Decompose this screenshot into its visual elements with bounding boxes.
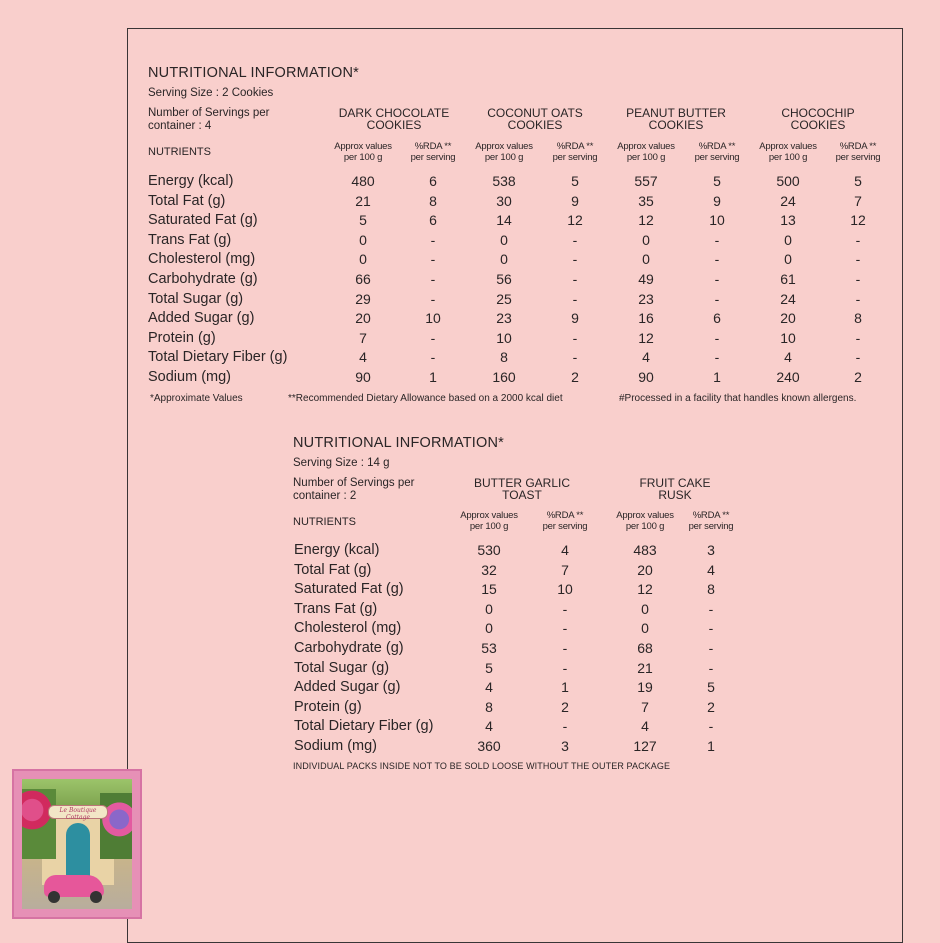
rda-value-cell: -: [714, 329, 720, 346]
rda-header: %RDA **: [698, 141, 736, 152]
approx-values-header: per 100 g: [469, 521, 509, 532]
approx-value-cell: 0: [642, 251, 650, 268]
approx-values-header: per 100 g: [768, 152, 808, 163]
rda-value-cell: -: [430, 349, 436, 366]
flowers-right: [100, 793, 132, 859]
nutrient-label: Trans Fat (g): [294, 600, 378, 617]
product-name: TOAST: [502, 488, 542, 502]
approx-value-cell: 24: [780, 290, 796, 307]
approx-value-cell: 7: [641, 698, 649, 715]
rda-value-cell: 5: [854, 173, 862, 189]
rda-header: %RDA **: [692, 510, 730, 521]
approx-value-cell: 0: [641, 600, 649, 617]
product-name: BUTTER GARLIC: [473, 476, 570, 490]
approx-value-cell: 49: [638, 271, 654, 287]
product-name: RUSK: [658, 488, 692, 502]
approx-values-header: Approx values: [759, 141, 817, 152]
approx-value-cell: 24: [780, 192, 796, 209]
approx-value-cell: 530: [477, 542, 501, 558]
scooter-wheel-front: [48, 891, 60, 903]
rda-value-cell: 1: [561, 679, 569, 696]
scooter-wheel-rear: [90, 891, 102, 903]
approx-value-cell: 53: [481, 640, 497, 656]
product-name: CHOCOCHIP: [781, 106, 855, 120]
rda-header: per serving: [542, 521, 588, 532]
footnote-approximate: *Approximate Values: [150, 393, 243, 404]
approx-value-cell: 10: [780, 329, 796, 346]
approx-value-cell: 20: [355, 310, 371, 327]
rda-value-cell: 1: [707, 738, 715, 754]
rda-value-cell: -: [572, 329, 578, 346]
rda-value-cell: 1: [713, 369, 721, 385]
approx-value-cell: 0: [500, 231, 508, 248]
approx-value-cell: 557: [634, 173, 658, 189]
approx-value-cell: 4: [784, 349, 792, 366]
approx-value-cell: 538: [492, 173, 516, 189]
product-name: FRUIT CAKE: [639, 476, 711, 490]
nutrient-label: Total Dietary Fiber (g): [148, 349, 288, 366]
rda-value-cell: 3: [707, 542, 715, 558]
rda-header: %RDA **: [546, 510, 584, 521]
rda-value-cell: 8: [707, 581, 715, 598]
approx-value-cell: 8: [485, 698, 493, 715]
product-name: PEANUT BUTTER: [626, 106, 726, 120]
approx-value-cell: 0: [641, 620, 649, 637]
package-banner-text: Le Boutique Cottage: [59, 807, 97, 821]
approx-value-cell: 360: [477, 738, 501, 754]
table1-nutrients-label: NUTRIENTS: [148, 146, 211, 158]
approx-values-header: Approx values: [334, 141, 392, 152]
rda-value-cell: 10: [557, 581, 573, 598]
approx-value-cell: 0: [784, 231, 792, 248]
approx-value-cell: 0: [485, 620, 493, 637]
footnote-rda: **Recommended Dietary Allowance based on a 2000 kcal diet: [288, 393, 563, 404]
nutrient-label: Trans Fat (g): [148, 231, 232, 248]
rda-value-cell: -: [708, 620, 714, 637]
rda-value-cell: 5: [713, 173, 721, 189]
approx-value-cell: 90: [638, 369, 654, 385]
product-name: DARK CHOCOLATE: [338, 106, 450, 120]
table1-servings-per-container-1: Number of Servings per: [148, 107, 270, 119]
rda-header: per serving: [835, 152, 881, 163]
rda-value-cell: -: [708, 640, 714, 656]
rda-value-cell: 2: [561, 698, 569, 715]
rda-value-cell: 8: [854, 310, 862, 327]
product-name: COOKIES: [648, 118, 704, 132]
rda-header: per serving: [410, 152, 456, 163]
approx-values-header: Approx values: [617, 141, 675, 152]
approx-values-header: Approx values: [475, 141, 533, 152]
nutrient-label: Energy (kcal): [148, 173, 234, 189]
rda-header: %RDA **: [556, 141, 594, 152]
rda-value-cell: -: [714, 290, 720, 307]
rda-value-cell: 6: [429, 173, 437, 189]
nutrient-label: Carbohydrate (g): [294, 640, 404, 656]
approx-value-cell: 29: [355, 290, 371, 307]
table2-serving-size: Serving Size : 14 g: [293, 457, 390, 469]
rda-value-cell: -: [430, 329, 436, 346]
rda-value-cell: -: [430, 271, 436, 287]
approx-value-cell: 0: [642, 231, 650, 248]
approx-value-cell: 5: [485, 659, 493, 676]
approx-values-header: per 100 g: [625, 521, 665, 532]
approx-value-cell: 10: [496, 329, 512, 346]
product-name: COOKIES: [366, 118, 422, 132]
nutrient-label: Total Sugar (g): [148, 290, 244, 307]
rda-value-cell: 6: [429, 212, 437, 229]
table1-serving-size: Serving Size : 2 Cookies: [148, 87, 274, 99]
nutrient-label: Total Fat (g): [148, 192, 226, 209]
approx-value-cell: 5: [359, 212, 367, 229]
nutrient-label: Total Sugar (g): [294, 659, 390, 676]
footnote-allergen: #Processed in a facility that handles known allergens.: [619, 393, 857, 404]
rda-value-cell: -: [708, 718, 714, 735]
approx-value-cell: 0: [359, 231, 367, 248]
rda-value-cell: 9: [571, 192, 579, 209]
approx-value-cell: 4: [359, 349, 367, 366]
approx-values-header: Approx values: [616, 510, 674, 521]
approx-value-cell: 68: [637, 640, 653, 656]
approx-value-cell: 0: [359, 251, 367, 268]
rda-value-cell: -: [562, 659, 568, 676]
package-artwork: [22, 779, 132, 909]
approx-value-cell: 23: [638, 290, 654, 307]
approx-value-cell: 127: [633, 738, 657, 754]
approx-value-cell: 480: [351, 173, 375, 189]
rda-value-cell: 12: [850, 212, 866, 229]
rda-value-cell: -: [562, 600, 568, 617]
rda-value-cell: -: [714, 349, 720, 366]
approx-value-cell: 14: [496, 212, 512, 229]
approx-value-cell: 15: [481, 581, 497, 598]
approx-value-cell: 90: [355, 369, 371, 385]
nutrient-label: Added Sugar (g): [294, 679, 401, 696]
approx-value-cell: 0: [784, 251, 792, 268]
rda-value-cell: 7: [561, 561, 569, 578]
rda-value-cell: -: [708, 659, 714, 676]
nutrient-label: Protein (g): [294, 698, 362, 715]
flowers-left: [22, 789, 56, 859]
approx-value-cell: 32: [481, 561, 497, 578]
table1-servings-per-container-2: container : 4: [148, 120, 212, 132]
approx-value-cell: 12: [638, 212, 654, 229]
table2-servings-per-container-1: Number of Servings per: [293, 477, 415, 489]
rda-value-cell: -: [572, 251, 578, 268]
rda-value-cell: -: [855, 329, 861, 346]
nutrient-label: Cholesterol (mg): [294, 620, 402, 637]
rda-value-cell: -: [430, 251, 436, 268]
approx-value-cell: 4: [485, 718, 493, 735]
rda-header: per serving: [552, 152, 598, 163]
approx-value-cell: 7: [359, 329, 367, 346]
rda-value-cell: 2: [707, 698, 715, 715]
nutrient-label: Energy (kcal): [294, 542, 380, 558]
rda-value-cell: 4: [707, 561, 715, 578]
cottage-door: [66, 823, 90, 877]
approx-value-cell: 35: [638, 192, 654, 209]
package-banner: [48, 805, 108, 819]
nutrient-label: Protein (g): [148, 329, 216, 346]
nutrient-label: Cholesterol (mg): [148, 251, 256, 268]
nutrient-label: Carbohydrate (g): [148, 271, 258, 287]
approx-values-header: per 100 g: [484, 152, 524, 163]
nutrient-label: Saturated Fat (g): [294, 581, 404, 598]
approx-value-cell: 500: [776, 173, 800, 189]
approx-value-cell: 30: [496, 192, 512, 209]
rda-value-cell: 1: [429, 369, 437, 385]
approx-value-cell: 20: [637, 561, 653, 578]
rda-value-cell: 3: [561, 738, 569, 754]
rda-value-cell: 10: [425, 310, 441, 327]
rda-value-cell: 2: [854, 369, 862, 385]
rda-value-cell: 7: [854, 192, 862, 209]
rda-value-cell: 9: [571, 310, 579, 327]
table1-title: NUTRITIONAL INFORMATION*: [148, 65, 360, 81]
approx-value-cell: 0: [500, 251, 508, 268]
nutrient-label: Saturated Fat (g): [148, 212, 258, 229]
approx-value-cell: 12: [637, 581, 653, 598]
approx-value-cell: 23: [496, 310, 512, 327]
rda-value-cell: 6: [713, 310, 721, 327]
rda-value-cell: -: [430, 231, 436, 248]
rda-value-cell: -: [572, 231, 578, 248]
rda-value-cell: -: [572, 349, 578, 366]
rda-value-cell: 10: [709, 212, 725, 229]
rda-value-cell: -: [855, 251, 861, 268]
rda-value-cell: -: [562, 620, 568, 637]
rda-value-cell: -: [855, 290, 861, 307]
rda-value-cell: 8: [429, 192, 437, 209]
rda-value-cell: -: [855, 349, 861, 366]
nutrient-label: Sodium (mg): [148, 369, 231, 385]
rda-value-cell: -: [562, 718, 568, 735]
rda-value-cell: -: [708, 600, 714, 617]
product-name: COCONUT OATS: [487, 106, 583, 120]
rda-value-cell: -: [714, 271, 720, 287]
approx-value-cell: 20: [780, 310, 796, 327]
rda-value-cell: 4: [561, 542, 569, 558]
rda-value-cell: -: [714, 231, 720, 248]
product-name: COOKIES: [790, 118, 846, 132]
approx-value-cell: 25: [496, 290, 512, 307]
rda-value-cell: 2: [571, 369, 579, 385]
approx-value-cell: 21: [637, 659, 653, 676]
rda-value-cell: -: [572, 271, 578, 287]
rda-value-cell: 12: [567, 212, 583, 229]
approx-value-cell: 4: [642, 349, 650, 366]
table2-servings-per-container-2: container : 2: [293, 490, 357, 502]
approx-value-cell: 0: [485, 600, 493, 617]
footnote-individual-packs: INDIVIDUAL PACKS INSIDE NOT TO BE SOLD LOOSE WITHOUT THE OUTER PACKAGE: [293, 761, 671, 771]
approx-value-cell: 8: [500, 349, 508, 366]
approx-value-cell: 21: [355, 192, 371, 209]
approx-value-cell: 483: [633, 542, 657, 558]
rda-value-cell: -: [430, 290, 436, 307]
nutrient-label: Sodium (mg): [294, 738, 377, 754]
package-thumbnail: [12, 769, 142, 919]
approx-values-header: per 100 g: [626, 152, 666, 163]
rda-header: per serving: [688, 521, 734, 532]
table2-title: NUTRITIONAL INFORMATION*: [293, 435, 505, 451]
rda-value-cell: 9: [713, 192, 721, 209]
rda-value-cell: -: [855, 271, 861, 287]
rda-value-cell: -: [855, 231, 861, 248]
approx-values-header: Approx values: [460, 510, 518, 521]
approx-value-cell: 16: [638, 310, 654, 327]
approx-value-cell: 19: [637, 679, 653, 696]
approx-values-header: per 100 g: [343, 152, 383, 163]
approx-value-cell: 56: [496, 271, 512, 287]
approx-value-cell: 4: [641, 718, 649, 735]
rda-header: per serving: [694, 152, 740, 163]
approx-value-cell: 13: [780, 212, 796, 229]
rda-header: %RDA **: [414, 141, 452, 152]
nutrient-label: Added Sugar (g): [148, 310, 255, 327]
table2-nutrients-label: NUTRIENTS: [293, 516, 356, 528]
approx-value-cell: 240: [776, 369, 800, 385]
rda-value-cell: 5: [707, 679, 715, 696]
approx-value-cell: 160: [492, 369, 516, 385]
rda-value-cell: -: [562, 640, 568, 656]
rda-header: %RDA **: [839, 141, 877, 152]
rda-value-cell: 5: [571, 173, 579, 189]
rda-value-cell: -: [714, 251, 720, 268]
product-name: COOKIES: [507, 118, 563, 132]
approx-value-cell: 61: [780, 271, 796, 287]
nutrient-label: Total Fat (g): [294, 561, 372, 578]
approx-value-cell: 12: [638, 329, 654, 346]
approx-value-cell: 66: [355, 271, 371, 287]
approx-value-cell: 4: [485, 679, 493, 696]
rda-value-cell: -: [572, 290, 578, 307]
nutrient-label: Total Dietary Fiber (g): [294, 718, 434, 735]
